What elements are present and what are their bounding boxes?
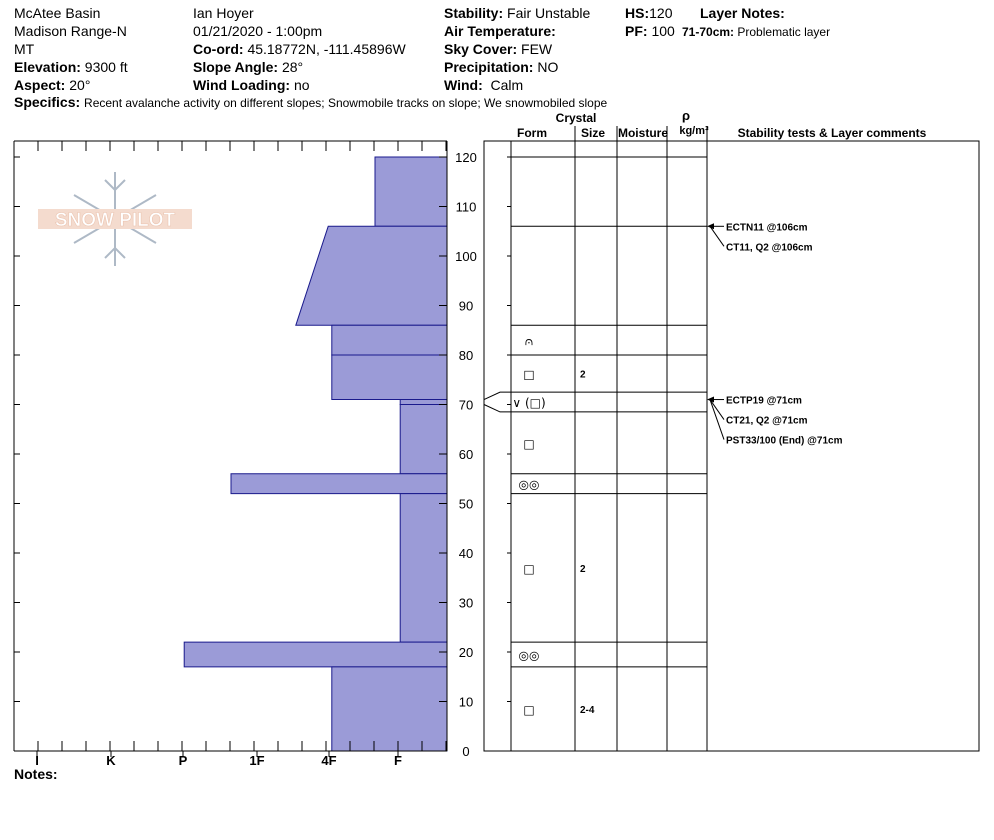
crystal-form: □ xyxy=(523,436,535,451)
crystal-size: 2 xyxy=(580,369,586,381)
hardness-layer xyxy=(184,642,447,667)
y-tick-label: 70 xyxy=(458,397,474,413)
wind-label: Wind: xyxy=(444,77,483,93)
hs-value: 120 xyxy=(649,5,673,21)
aspect-value: 20° xyxy=(69,77,91,93)
sky-value: FEW xyxy=(521,41,553,57)
state: MT xyxy=(14,41,35,57)
header-moisture: Moisture xyxy=(617,126,669,140)
crystal-form: ∨ (□) xyxy=(512,396,546,411)
stability-label: Stability: xyxy=(444,5,504,21)
test-arrowhead xyxy=(707,223,714,229)
sky-label: Sky Cover: xyxy=(444,41,518,57)
hardness-label: 1F xyxy=(249,753,265,768)
y-tick-label: 100 xyxy=(455,249,477,264)
precip-label: Precipitation: xyxy=(444,59,534,75)
test-pointer xyxy=(710,400,724,440)
y-tick-label: 40 xyxy=(458,546,474,561)
hardness-layer xyxy=(375,157,447,226)
specifics-label: Specifics: xyxy=(14,94,81,110)
stability-test-label: PST33/100 (End) @71cm xyxy=(726,435,843,447)
stability-value: Fair Unstable xyxy=(507,5,591,21)
y-tick-label: 60 xyxy=(458,447,474,462)
crystal-form: ◎◎ xyxy=(518,477,540,492)
layer-notes-label: Layer Notes: xyxy=(700,5,785,21)
hardness-layer xyxy=(400,400,447,405)
hardness-label: P xyxy=(178,753,188,768)
crystal-size: 2-4 xyxy=(580,704,595,716)
wind-loading-label: Wind Loading: xyxy=(193,77,291,93)
header-size: Size xyxy=(580,126,606,140)
hardness-label: K xyxy=(106,753,116,768)
header-crystal: Crystal xyxy=(555,111,597,125)
aspect-label: Aspect: xyxy=(14,77,66,93)
coord-value: 45.18772N, -111.45896W xyxy=(247,41,406,57)
hardness-label: I xyxy=(35,753,39,768)
crystal-form: ⩀ xyxy=(524,334,534,349)
hardness-layer xyxy=(332,325,447,355)
y-tick-label: 30 xyxy=(458,595,474,611)
hardness-label: F xyxy=(394,753,402,768)
crystal-form: ◎◎ xyxy=(518,648,540,663)
stability-test-label: ECTN11 @106cm xyxy=(726,222,808,234)
crystal-form: □ xyxy=(523,367,535,382)
layer-connector xyxy=(484,392,511,399)
air-temp-label: Air Temperature: xyxy=(444,23,556,39)
logo-text: SNOW PILOT xyxy=(54,210,176,231)
layer-connector xyxy=(484,405,511,412)
precip-value: NO xyxy=(537,59,559,75)
hardness-layer xyxy=(296,226,447,325)
hardness-layer xyxy=(400,494,447,642)
header-stability-tests: Stability tests & Layer comments xyxy=(737,126,927,140)
wind-value: Calm xyxy=(490,77,524,93)
y-tick-label: 90 xyxy=(458,298,474,314)
hs-label: HS: xyxy=(625,5,650,21)
hardness-layer xyxy=(332,667,447,751)
slope-value: 28° xyxy=(281,59,304,75)
datetime: 01/21/2020 - 1:00pm xyxy=(193,23,323,39)
header-form: Form xyxy=(517,126,547,140)
y-tick-label: 80 xyxy=(458,348,474,363)
elevation-label: Elevation: xyxy=(14,59,81,75)
layer-note-range: 71-70cm: xyxy=(682,25,735,39)
crystal-form: □ xyxy=(523,561,535,576)
y-tick-label: 0 xyxy=(462,744,470,759)
stability-test-label: CT21, Q2 @71cm xyxy=(726,415,808,427)
elevation-value: 9300 ft xyxy=(84,59,128,75)
layer-table xyxy=(484,126,979,751)
y-tick-label: 110 xyxy=(455,199,477,215)
specifics-text: Recent avalanche activity on different slopes; Snowmobile tracks on slope; We snowmobiled slope xyxy=(84,96,608,110)
range: Madison Range-N xyxy=(14,23,127,39)
location: McAtee Basin xyxy=(14,5,101,21)
header-rho: ρ xyxy=(681,108,691,123)
hardness-layer xyxy=(332,355,447,400)
hardness-layer xyxy=(400,405,447,474)
layer-note-text: Problematic layer xyxy=(737,25,831,39)
y-tick-label: 120 xyxy=(455,150,477,165)
hardness-label: 4F xyxy=(321,753,337,768)
stability-test-label: CT11, Q2 @106cm xyxy=(726,242,813,254)
hardness-layer xyxy=(231,474,447,494)
coord-label: Co-ord: xyxy=(193,41,244,57)
pf-label: PF: xyxy=(625,23,648,39)
header-density-unit: kg/m³ xyxy=(679,125,709,137)
pf-value: 100 xyxy=(651,23,675,39)
y-tick-label: 20 xyxy=(458,645,474,660)
notes-label: Notes: xyxy=(14,766,58,782)
crystal-form: □ xyxy=(523,702,535,717)
snowpilot-logo xyxy=(38,172,192,266)
y-tick-label: 10 xyxy=(458,694,474,710)
stability-test-label: ECTP19 @71cm xyxy=(726,395,802,407)
wind-loading-value: no xyxy=(293,77,310,93)
test-pointer xyxy=(710,226,724,246)
observer: Ian Hoyer xyxy=(193,5,254,21)
crystal-size: 2 xyxy=(580,563,586,575)
slope-label: Slope Angle: xyxy=(193,59,279,75)
y-tick-label: 50 xyxy=(458,496,474,512)
test-pointer xyxy=(710,400,724,420)
hardness-plot xyxy=(14,141,477,768)
